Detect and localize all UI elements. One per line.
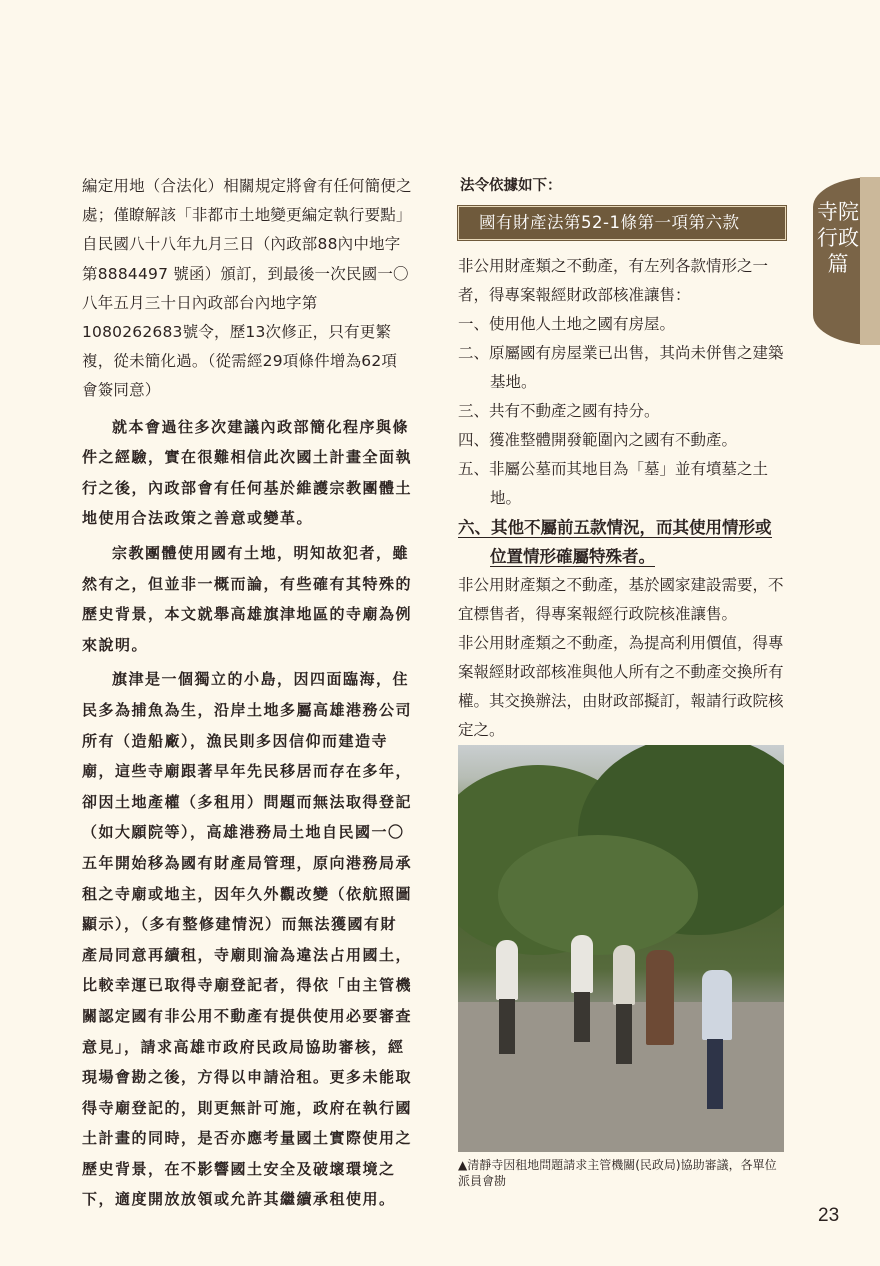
paragraph-regulation-history: 編定用地（合法化）相關規定將會有任何簡便之處；僅瞭解該「非都市土地變更編定執行要點」自民國八十八年九月三日（內政部88內中地字第8884497 號函）頒訂，到最後一次民國一〇八年五月三十日內政部台內地字第1080262683號令，歷13次修正，只有更繁複，從未簡化過。（從需經29項條件增為62項會簽同意） bbox=[82, 177, 412, 400]
photo-caption: ▲清靜寺因租地問題請求主管機關(民政局)協助審議，各單位派員會勘 bbox=[458, 1158, 777, 1188]
law-item: 二、原屬國有房屋業已出售，其尚未併售之建築基地。 bbox=[458, 344, 784, 391]
law-paragraph-exchange: 非公用財產類之不動產，為提高利用價值，得專案報經財政部核准與他人所有之不動產交換所有權。其交換辦法，由財政部擬訂，報請行政院核定之。 bbox=[458, 634, 784, 739]
paragraph-past-experience: 就本會過往多次建議內政部簡化程序與條件之經驗，實在很難相信此次國土計畫全面執行之後，內政部會有任何基於維護宗教團體土地使用合法政策之善意或變革。 bbox=[82, 417, 413, 528]
page-number: 23 bbox=[818, 1205, 840, 1226]
law-item: 四、獲准整體開發範圍內之國有不動產。 bbox=[458, 431, 738, 449]
paragraph-historical-background: 宗教團體使用國有土地，明知故犯者，雖然有之，但並非一概而論，有些確有其特殊的歷史背景，本文就舉高雄旗津地區的寺廟為例來說明。 bbox=[82, 544, 413, 654]
paragraph-cijin-case: 旗津是一個獨立的小島，因四面臨海，住民多為捕魚為生，沿岸土地多屬高雄港務公司所有（造船廠），漁民則多因信仰而建造寺廟，這些寺廟跟著早年先民移居而存在多年，卻因土地產權（多租用）問題而無法取得登記（如大願院等），高雄港務局土地自民國一〇五年開始移為國有財產局管理，原向港務局承租之寺廟或地主，因年久外觀改變（依航照圖顯示），（多有整修建情況）而無法獲國有財產局同意再續租，寺廟則淪為違法占用國土，比較幸運已取得寺廟登記者，得依「由主管機關認定國有非公用不動產有提供使用必要審查意見」，請求高雄市政府民政局協助審核，經現場會勘之後，方得以申請洽租。更多未能取得寺廟登記的，則更無計可施，政府在執行國土計畫的同時，是否亦應考量國土實際使用之歷史背景，在不影響國土安全及破壞環境之下，適度開放放領或允許其繼續承租使用。 bbox=[82, 670, 413, 1209]
section-tab-accent bbox=[860, 177, 880, 345]
law-item-six: 六、其他不屬前五款情況，而其使用情形或位置情形確屬特殊者。 bbox=[458, 518, 772, 566]
law-item: 五、非屬公墓而其地目為「墓」並有墳墓之土地。 bbox=[458, 460, 769, 507]
section-tab-label: 寺院行政篇 bbox=[817, 200, 859, 276]
law-item-highlight bbox=[458, 513, 786, 571]
site-inspection-photo bbox=[458, 745, 784, 1152]
law-article-banner: 國有財產法第52-1條第一項第六款 bbox=[458, 206, 786, 240]
law-lead-text: 非公用財產類之不動產，有左列各款情形之一者，得專案報經財政部核准讓售： bbox=[458, 257, 769, 304]
left-column bbox=[82, 172, 412, 1215]
law-item: 一、使用他人土地之國有房屋。 bbox=[458, 315, 676, 333]
section-tab bbox=[813, 177, 880, 345]
law-items-list bbox=[458, 310, 786, 571]
law-paragraph-national-construction: 非公用財產類之不動產，基於國家建設需要，不宜標售者，得專案報經行政院核准讓售。 bbox=[458, 576, 784, 623]
legal-basis-intro: 法令依據如下： bbox=[460, 178, 562, 194]
law-item: 三、共有不動產之國有持分。 bbox=[458, 402, 660, 420]
right-column bbox=[458, 172, 786, 745]
